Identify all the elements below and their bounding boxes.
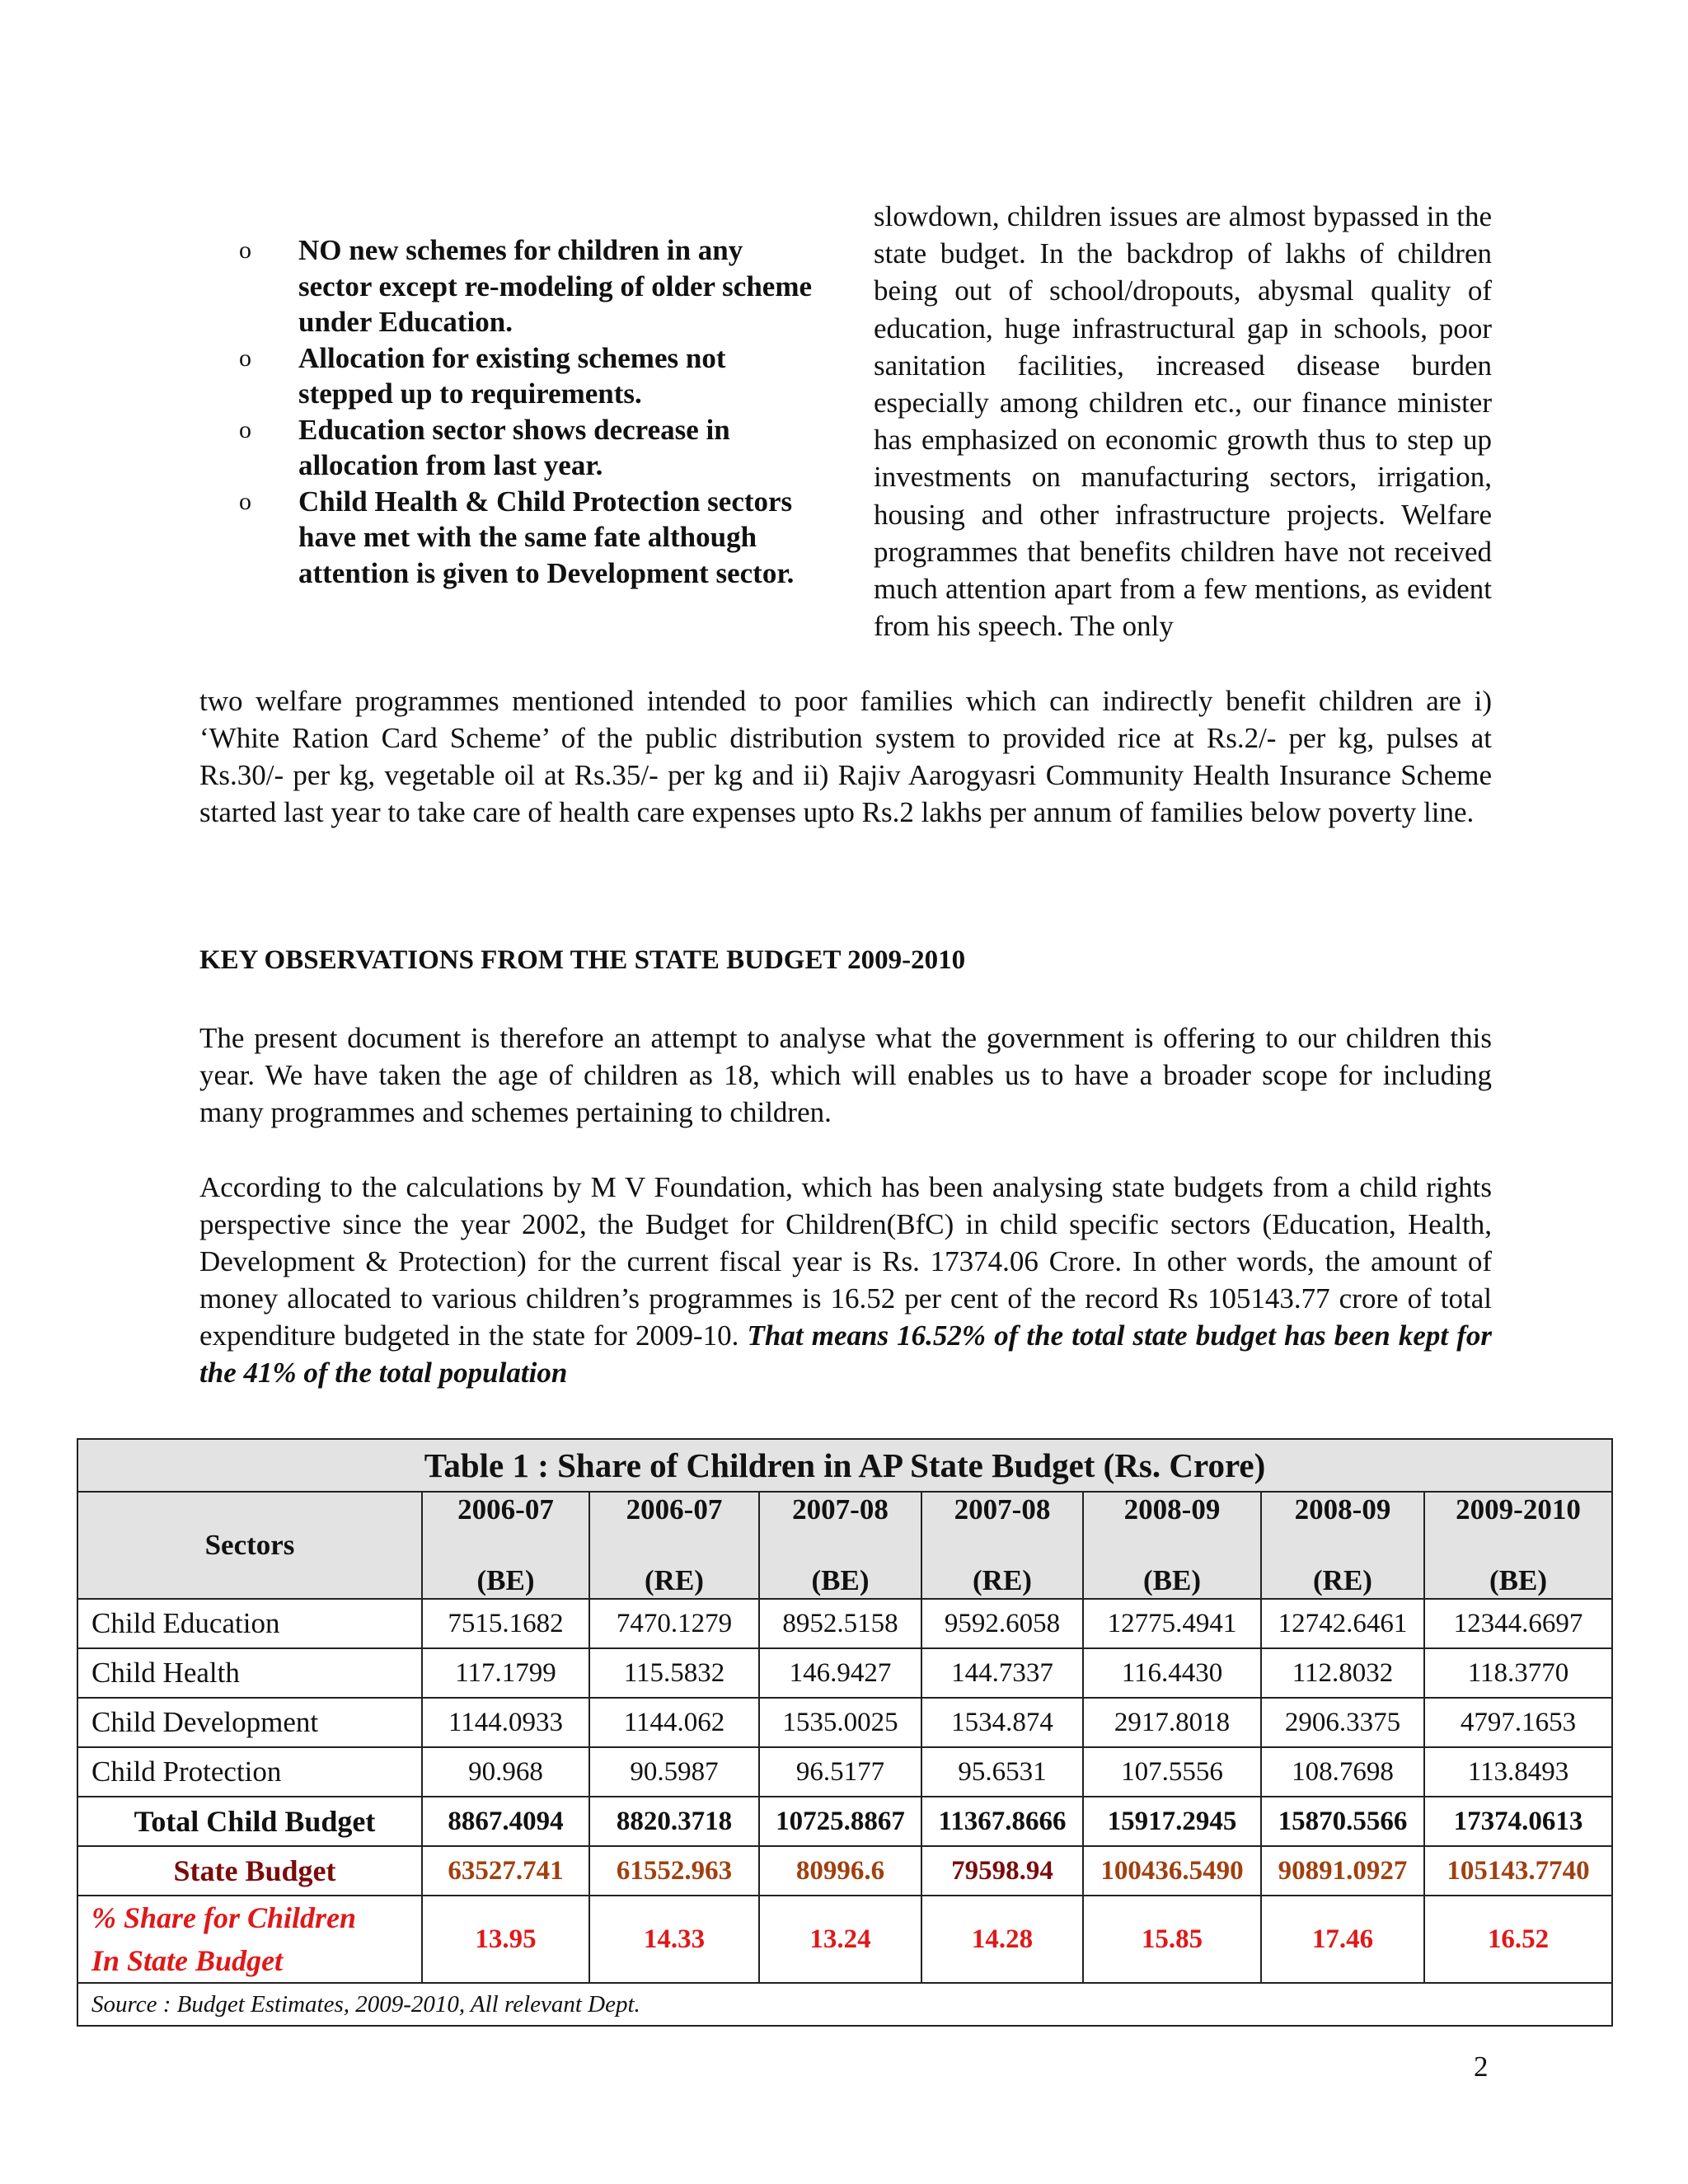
bullet-item: o Allocation for existing schemes not stepped up to requirements.: [239, 341, 726, 410]
column-header: 2009-2010 (BE): [1424, 1492, 1612, 1599]
section-heading: KEY OBSERVATIONS FROM THE STATE BUDGET 2009-2010: [199, 945, 966, 975]
table-row-state-budget: State Budget 63527.741 61552.963 80996.6 79598.94 100436.5490 90891.0927 105143.7740: [77, 1846, 1612, 1896]
column-header: 2007-08 (BE): [759, 1492, 921, 1599]
continuation-paragraph: two welfare programmes mentioned intended to poor families which can indirectly benefit children are i) ‘White Ration Card Scheme’ of the public distribution system to provided rice at Rs.2/- per kg, pulses at Rs.30/- per kg, vegetable oil at Rs.35/- per kg and ii) Rajiv Aarogyasri Community Health Insurance Scheme started last year to take care of health care expenses upto Rs.2 lakhs per annum of families below poverty line.: [199, 685, 1492, 828]
bullet-item: o Education sector shows decrease in allocation from last year.: [239, 413, 730, 481]
table-row-share-for-children: % Share for Children In State Budget 13.95 14.33 13.24 14.28 15.85 17.46 16.52: [77, 1896, 1612, 1983]
table-title: Table 1 : Share of Children in AP State Budget (Rs. Crore): [77, 1439, 1612, 1492]
table-row-child-development: Child Development 1144.0933 1144.062 1535.0025 1534.874 2917.8018 2906.3375 4797.1653: [77, 1698, 1612, 1747]
table-row-child-education: Child Education 7515.1682 7470.1279 8952.5158 9592.6058 12775.4941 12742.6461 12344.6697: [77, 1599, 1612, 1648]
bullet-marker-icon: o: [239, 487, 251, 515]
column-header: 2006-07 (RE): [589, 1492, 759, 1599]
bullet-marker-icon: o: [239, 344, 251, 372]
bullet-item: o NO new schemes for children in any sector except re-modeling of older scheme under Education.: [239, 234, 813, 338]
table-source-note: Source : Budget Estimates, 2009-2010, All relevant Dept.: [77, 1983, 1612, 2026]
table-row-total-child-budget: Total Child Budget 8867.4094 8820.3718 10725.8867 11367.8666 15917.2945 15870.5566 17374.0613: [77, 1797, 1612, 1846]
right-column-paragraph: slowdown, children issues are almost bypassed in the state budget. In the backdrop of lakhs of children being out of school/dropouts, abysmal quality of education, huge infrastructural gap in schools, poor sanitation facilities, increased disease burden especially among children etc., our finance minister has emphasized on economic growth thus to step up investments on manufacturing sectors, irrigation, housing and other infrastructure projects. Welfare programmes that benefits children have not received much attention apart from a few mentions, as evident from his speech. The only: [874, 200, 1492, 643]
column-header: 2007-08 (RE): [921, 1492, 1083, 1599]
table-row-child-health: Child Health 117.1799 115.5832 146.9427 144.7337 116.4430 112.8032 118.3770: [77, 1648, 1612, 1698]
table-row-child-protection: Child Protection 90.968 90.5987 96.5177 95.6531 107.5556 108.7698 113.8493: [77, 1747, 1612, 1797]
column-header-sectors: Sectors: [77, 1492, 422, 1599]
emphasis-statement: That means 16.52% of the total state budget has been kept for the 41% of the total population: [199, 1319, 1492, 1389]
bfc-paragraph: According to the calculations by M V Foundation, which has been analysing state budgets from a child rights perspective since the year 2002, the Budget for Children(BfC) in child specific sectors (Education, Health, Development & Protection) for the current fiscal year is Rs. 17374.06 Crore. In other words, the amount of money allocated to various children’s programmes is 16.52 per cent of the record Rs 105143.77 crore of total expenditure budgeted in the state for 2009-10. That means 16.52% of the total state budget has been kept for the 41% of the total population: [199, 1171, 1492, 1389]
key-points-list: [239, 232, 816, 591]
bullet-marker-icon: o: [239, 415, 251, 443]
budget-table: [77, 1438, 1611, 2027]
table-header-row: [77, 1492, 1612, 1599]
bullet-item: o Child Health & Child Protection sectors have met with the same fate although attention is given to Development sector.: [239, 485, 795, 589]
column-header: 2006-07 (BE): [422, 1492, 589, 1599]
page-number: 2: [1474, 2050, 1489, 2083]
intro-paragraph: The present document is therefore an attempt to analyse what the government is offering to our children this year. We have taken the age of children as 18, which will enables us to have a broader scope for including many programmes and schemes pertaining to children.: [199, 1022, 1492, 1128]
bullet-marker-icon: o: [239, 237, 251, 264]
column-header: 2008-09 (BE): [1083, 1492, 1261, 1599]
column-header: 2008-09 (RE): [1261, 1492, 1424, 1599]
